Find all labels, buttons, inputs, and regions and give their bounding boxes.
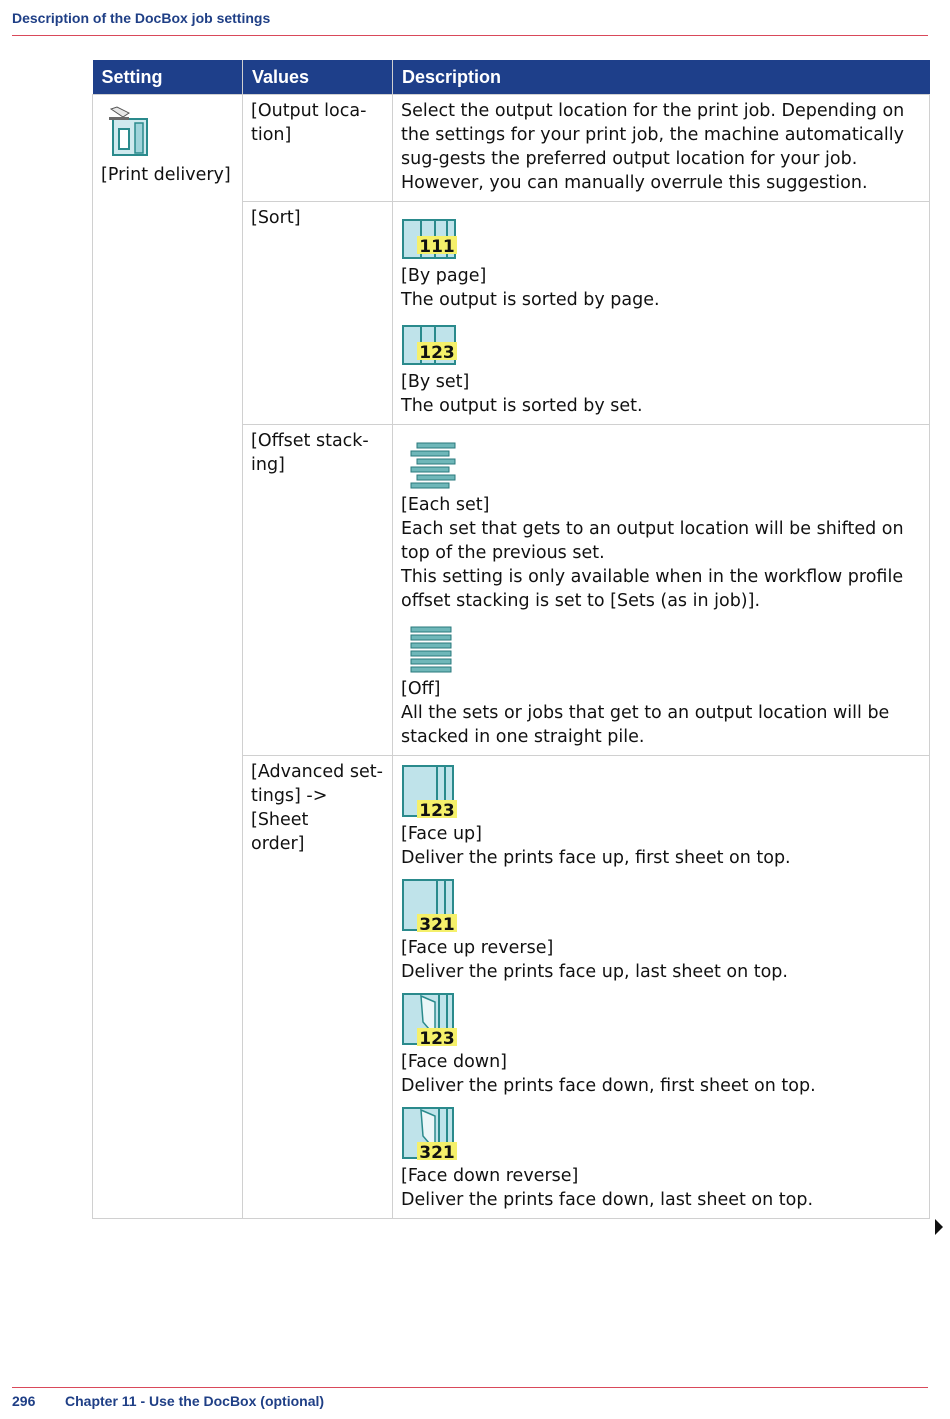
face-up-icon bbox=[401, 764, 459, 820]
option-block bbox=[401, 625, 921, 749]
option-description: Deliver the prints face up, first sheet on top. bbox=[401, 848, 791, 868]
setting-cell bbox=[93, 95, 243, 1219]
option-block bbox=[401, 878, 921, 984]
option-title: [Each set] bbox=[401, 495, 490, 515]
print-delivery-icon bbox=[107, 105, 151, 157]
face-down-icon-label: 123 bbox=[419, 1029, 455, 1048]
option-description: The output is sorted by set. bbox=[401, 396, 643, 416]
option-title: [Off] bbox=[401, 679, 441, 699]
option-title: [Face down] bbox=[401, 1052, 508, 1072]
value-cell: [Advanced set- tings] -> [Sheet order] bbox=[243, 756, 393, 1219]
sort-by-page-icon bbox=[401, 218, 459, 262]
continue-arrow-icon bbox=[935, 1219, 943, 1235]
option-description: The output is sorted by page. bbox=[401, 290, 660, 310]
option-description: All the sets or jobs that get to an output location will be stacked in one straight pile. bbox=[401, 703, 890, 747]
header-divider bbox=[12, 35, 928, 36]
chapter-title: Chapter 11 - Use the DocBox (optional) bbox=[65, 1393, 325, 1409]
offset-each-set-icon bbox=[401, 441, 459, 491]
value-cell: [Offset stack- ing] bbox=[243, 425, 393, 756]
description-cell: Select the output location for the print job. Depending on the settings for your print job, the machine automatically sug-gests the preferred output location for your job. However, you can manually overrule this suggestion. bbox=[393, 95, 930, 202]
sort-by-set-icon bbox=[401, 324, 459, 368]
description-cell bbox=[393, 425, 930, 756]
offset-off-icon bbox=[401, 625, 459, 675]
option-block bbox=[401, 441, 921, 613]
sort-by-page-icon-label: 111 bbox=[419, 237, 455, 257]
option-block bbox=[401, 764, 921, 870]
face-down-reverse-icon bbox=[401, 1106, 459, 1162]
option-block bbox=[401, 1106, 921, 1212]
face-up-reverse-icon-label: 321 bbox=[419, 915, 455, 934]
column-header-description: Description bbox=[393, 60, 930, 95]
table-row bbox=[93, 95, 930, 202]
value-cell: [Output loca- tion] bbox=[243, 95, 393, 202]
option-description: Deliver the prints face up, last sheet on top. bbox=[401, 962, 788, 982]
value-cell: [Sort] bbox=[243, 202, 393, 425]
page-footer bbox=[12, 1393, 324, 1409]
option-title: [By set] bbox=[401, 372, 470, 392]
option-block bbox=[401, 218, 921, 312]
option-block bbox=[401, 992, 921, 1098]
option-description: Each set that gets to an output location will be shifted on top of the previous set. This setting is only available when in the workflow profile offset stacking is set to [Sets (as in job)]. bbox=[401, 519, 904, 611]
description-cell bbox=[393, 202, 930, 425]
face-up-icon-label: 123 bbox=[419, 801, 455, 820]
option-title: [By page] bbox=[401, 266, 487, 286]
face-down-reverse-icon-label: 321 bbox=[419, 1143, 455, 1162]
setting-label: [Print delivery] bbox=[101, 165, 231, 185]
column-header-values: Values bbox=[243, 60, 393, 95]
face-down-icon bbox=[401, 992, 459, 1048]
sort-by-set-icon-label: 123 bbox=[419, 343, 455, 363]
footer-divider bbox=[12, 1387, 928, 1388]
option-title: [Face down reverse] bbox=[401, 1166, 579, 1186]
option-title: [Face up reverse] bbox=[401, 938, 554, 958]
settings-table bbox=[92, 60, 930, 1219]
description-cell bbox=[393, 756, 930, 1219]
table-header-row bbox=[93, 60, 930, 95]
option-title: [Face up] bbox=[401, 824, 482, 844]
page-number: 296 bbox=[12, 1393, 36, 1409]
option-description: Deliver the prints face down, last sheet on top. bbox=[401, 1190, 814, 1210]
page-header-title: Description of the DocBox job settings bbox=[12, 10, 271, 26]
option-block bbox=[401, 324, 921, 418]
option-description: Deliver the prints face down, first sheet on top. bbox=[401, 1076, 816, 1096]
column-header-setting: Setting bbox=[93, 60, 243, 95]
face-up-reverse-icon bbox=[401, 878, 459, 934]
